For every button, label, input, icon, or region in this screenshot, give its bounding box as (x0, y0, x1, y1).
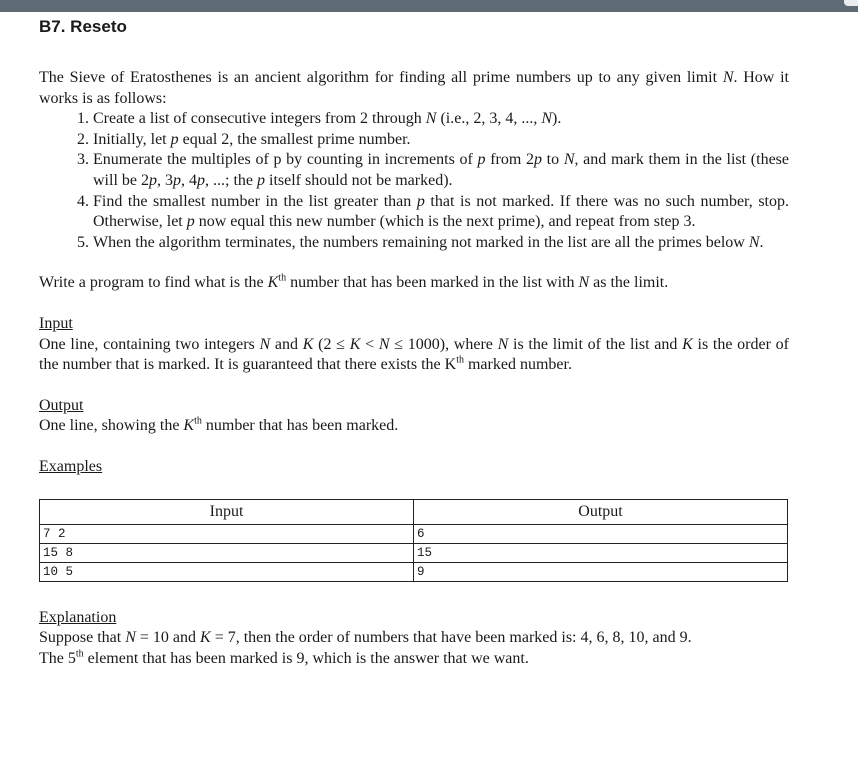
intro-text: The Sieve of Eratosthenes is an ancient algorithm for finding all prime numbers up to any given limit (39, 69, 723, 86)
example-input-cell: 7 2 (40, 524, 414, 543)
output-section (39, 396, 789, 437)
step-1: 1. Create a list of consecutive integers from 2 through N (i.e., 2, 3, 4, ..., N). (93, 109, 789, 130)
example-output-cell: 15 (414, 543, 788, 562)
table-row (40, 562, 788, 581)
input-column-header: Input (40, 499, 414, 524)
input-description: One line, containing two integers N and K (2 ≤ K < N ≤ 1000), where N is the limit of the list and K is the order of the number that is marked. It is guaranteed that there exists the $K^{th}$ marked number. (39, 335, 789, 374)
explanation-line-1: Suppose that N = 10 and K = 7, then the order of numbers that have been marked is: 4, 6, 8, 10, and 9. (39, 629, 692, 647)
examples-heading: Examples (39, 457, 103, 475)
algorithm-steps (39, 109, 789, 253)
output-column-header: Output (414, 499, 788, 524)
var-n: N (722, 69, 734, 86)
task-paragraph: Write a program to find what is the $K^{th}$ number that has been marked in the list with N as the limit. (39, 273, 669, 292)
problem-statement (39, 12, 789, 669)
explanation-heading: Explanation (39, 608, 117, 626)
examples-header-row (40, 499, 788, 524)
problem-title: B7. Reseto (39, 17, 127, 36)
window-top-bar (0, 0, 858, 12)
input-heading: Input (39, 314, 73, 332)
step-4: 4. Find the smallest number in the list greater than p that is not marked. If there was no such number, stop. Otherwise, let p now equal this new number (which is the next prime), and repeat from step 3. (93, 192, 789, 233)
window-corner (844, 0, 858, 6)
table-row (40, 543, 788, 562)
output-heading: Output (39, 396, 84, 414)
example-input-cell: 15 8 (40, 543, 414, 562)
output-description: One line, showing the $K^{th}$ number that has been marked. (39, 415, 399, 435)
intro-paragraph (39, 68, 789, 109)
step-5: 5. When the algorithm terminates, the numbers remaining not marked in the list are all the primes below N. (93, 233, 789, 254)
intro-text-end: . How it works is as follows: (39, 69, 790, 107)
example-input-cell: 10 5 (40, 562, 414, 581)
input-section (39, 314, 789, 376)
examples-table (39, 499, 788, 582)
example-output-cell: 6 (414, 524, 788, 543)
explanation-section (39, 608, 789, 670)
explanation-line-2: The 5th element that has been marked is 9, which is the answer that we want. (39, 648, 529, 667)
table-row (40, 524, 788, 543)
step-2: 2. Initially, let p equal 2, the smallest prime number. (93, 130, 789, 151)
example-output-cell: 9 (414, 562, 788, 581)
step-3: 3. Enumerate the multiples of p by counting in increments of p from 2p to N, and mark them in the list (these will be 2p, 3p, 4p, ...; the p itself should not be marked). (93, 150, 789, 191)
